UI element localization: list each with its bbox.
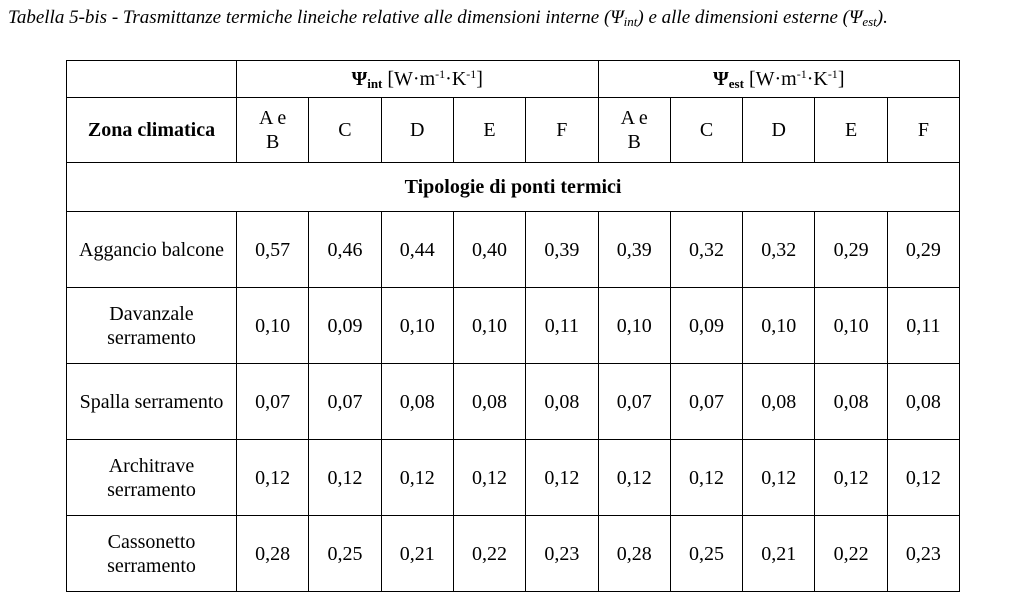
- value-cell: 0,10: [381, 288, 453, 364]
- value-cell: 0,11: [887, 288, 959, 364]
- value-cell: 0,57: [237, 212, 309, 288]
- value-cell: 0,10: [743, 288, 815, 364]
- value-cell: 0,25: [309, 516, 381, 592]
- value-cell: 0,23: [526, 516, 598, 592]
- value-cell: 0,28: [237, 516, 309, 592]
- value-cell: 0,39: [526, 212, 598, 288]
- psi-int-exp1: -1: [435, 67, 446, 81]
- value-cell: 0,40: [453, 212, 525, 288]
- caption-prefix: Tabella 5-bis - Trasmittanze termiche lineiche relative alle dimensioni interne (: [8, 7, 611, 28]
- table-row: [67, 516, 960, 592]
- value-cell: 0,12: [670, 440, 742, 516]
- value-cell: 0,12: [381, 440, 453, 516]
- row-label: Cassonetto serramento: [67, 516, 237, 592]
- value-cell: 0,09: [309, 288, 381, 364]
- zone-header: D: [743, 98, 815, 163]
- value-cell: 0,10: [453, 288, 525, 364]
- value-cell: 0,07: [237, 364, 309, 440]
- psi-int-unit-mid: ·K: [445, 68, 467, 90]
- value-cell: 0,28: [598, 516, 670, 592]
- psi-est-exp1: -1: [796, 67, 807, 81]
- zone-header: C: [670, 98, 742, 163]
- zone-header: D: [381, 98, 453, 163]
- row-label: Architrave serramento: [67, 440, 237, 516]
- row-label: Spalla serramento: [67, 364, 237, 440]
- value-cell: 0,46: [309, 212, 381, 288]
- value-cell: 0,22: [815, 516, 887, 592]
- psi-est-unit-pre: [W·m: [743, 68, 797, 90]
- table-row: [67, 212, 960, 288]
- zone-header: F: [887, 98, 959, 163]
- value-cell: 0,44: [381, 212, 453, 288]
- value-cell: 0,10: [598, 288, 670, 364]
- zone-header: E: [815, 98, 887, 163]
- header-psi-int: [237, 61, 599, 98]
- caption-middle: ) e alle dimensioni esterne (: [637, 7, 849, 28]
- table-row: [67, 440, 960, 516]
- value-cell: 0,32: [743, 212, 815, 288]
- value-cell: 0,11: [526, 288, 598, 364]
- value-cell: 0,08: [743, 364, 815, 440]
- psi-est-exp2: -1: [827, 67, 838, 81]
- value-cell: 0,07: [598, 364, 670, 440]
- value-cell: 0,08: [526, 364, 598, 440]
- value-cell: 0,21: [381, 516, 453, 592]
- value-cell: 0,21: [743, 516, 815, 592]
- value-cell: 0,12: [743, 440, 815, 516]
- zone-header: A e B: [237, 98, 309, 163]
- value-cell: 0,09: [670, 288, 742, 364]
- value-cell: 0,29: [815, 212, 887, 288]
- header-corner-cell: [67, 61, 237, 98]
- table-caption: [8, 6, 1018, 29]
- value-cell: 0,29: [887, 212, 959, 288]
- value-cell: 0,12: [309, 440, 381, 516]
- value-cell: 0,23: [887, 516, 959, 592]
- value-cell: 0,12: [598, 440, 670, 516]
- tipologie-label: Tipologie di ponti termici: [67, 163, 960, 212]
- psi-int-exp2: -1: [466, 67, 477, 81]
- data-rows: [67, 212, 960, 592]
- table-row: [67, 288, 960, 364]
- value-cell: 0,12: [237, 440, 309, 516]
- value-cell: 0,08: [381, 364, 453, 440]
- zone-header: E: [453, 98, 525, 163]
- psi-est-unit-mid: ·K: [806, 68, 828, 90]
- zone-header: F: [526, 98, 598, 163]
- caption-psi-int-sub: int: [623, 14, 638, 29]
- value-cell: 0,07: [309, 364, 381, 440]
- value-cell: 0,39: [598, 212, 670, 288]
- value-cell: 0,08: [815, 364, 887, 440]
- zone-header: A e B: [598, 98, 670, 163]
- section-row-tipologie: [67, 163, 960, 212]
- psi-int-sub: int: [367, 76, 383, 91]
- psi-int-unit-post: ]: [476, 68, 483, 90]
- value-cell: 0,32: [670, 212, 742, 288]
- caption-psi-est-sub: est: [862, 14, 877, 29]
- psi-est-unit-post: ]: [837, 68, 845, 90]
- psi-est-symbol: Ψ: [713, 68, 729, 90]
- value-cell: 0,08: [453, 364, 525, 440]
- value-cell: 0,12: [526, 440, 598, 516]
- psi-int-symbol: Ψ: [351, 68, 368, 90]
- header-row-groups: [67, 61, 960, 98]
- psi-est-sub: est: [728, 76, 744, 91]
- value-cell: 0,10: [815, 288, 887, 364]
- value-cell: 0,12: [815, 440, 887, 516]
- value-cell: 0,22: [453, 516, 525, 592]
- row-label: Davanzale serramento: [67, 288, 237, 364]
- table-row: [67, 364, 960, 440]
- value-cell: 0,08: [887, 364, 959, 440]
- caption-psi-int-symbol: Ψ: [610, 7, 624, 28]
- value-cell: 0,07: [670, 364, 742, 440]
- zone-header: C: [309, 98, 381, 163]
- header-row-zones: [67, 98, 960, 163]
- zona-climatica-label: Zona climatica: [67, 98, 237, 163]
- psi-int-unit-pre: [W·m: [382, 68, 436, 90]
- caption-psi-est-symbol: Ψ: [848, 7, 863, 28]
- value-cell: 0,10: [237, 288, 309, 364]
- row-label: Aggancio balcone: [67, 212, 237, 288]
- header-psi-est: [598, 61, 960, 98]
- value-cell: 0,12: [887, 440, 959, 516]
- value-cell: 0,12: [453, 440, 525, 516]
- caption-suffix: ).: [876, 7, 888, 28]
- value-cell: 0,25: [670, 516, 742, 592]
- transmittance-table: [66, 60, 960, 592]
